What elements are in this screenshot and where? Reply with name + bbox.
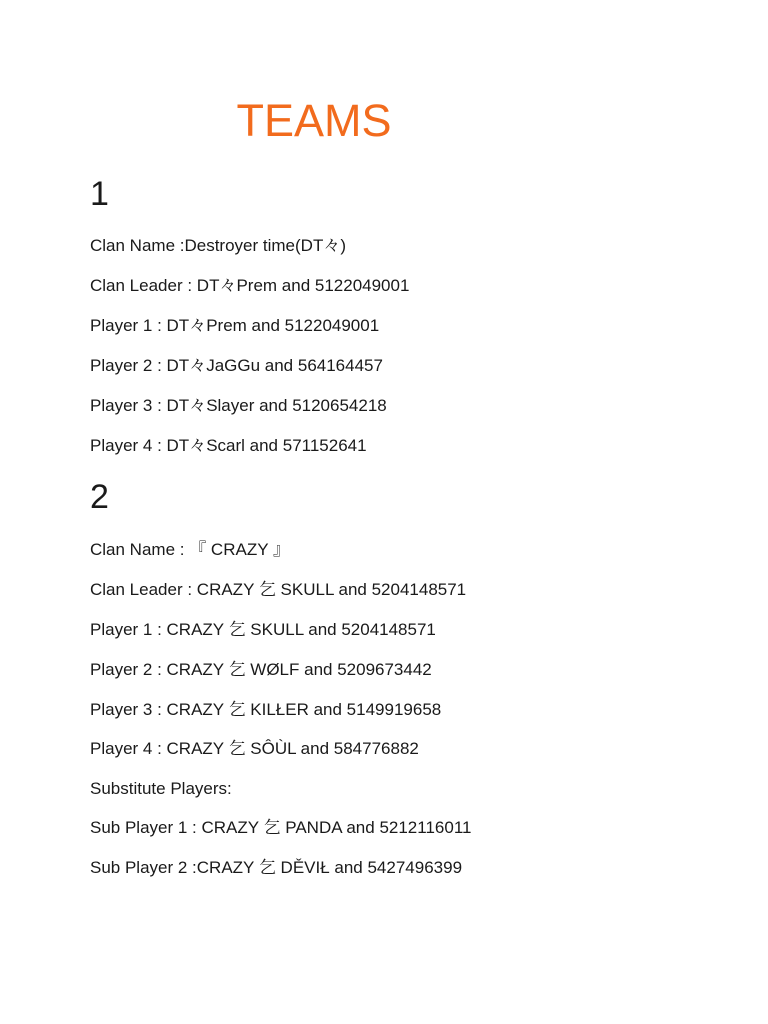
document-title: TEAMS xyxy=(236,95,392,146)
team-2-sub-player-2: Sub Player 2 :CRAZY 乞 DĚVIŁ and 5427496399 xyxy=(90,858,463,877)
team-1-number: 1 xyxy=(90,175,109,213)
team-2-player-1: Player 1 : CRAZY 乞 SKULL and 5204148571 xyxy=(90,620,436,639)
team-1-player-4: Player 4 : DT々Scarl and 571152641 xyxy=(90,436,367,455)
team-2-player-3: Player 3 : CRAZY 乞 KILŁER and 5149919658 xyxy=(90,700,442,719)
team-2-sub-player-1: Sub Player 1 : CRAZY 乞 PANDA and 5212116011 xyxy=(90,818,472,837)
team-1-player-1: Player 1 : DT々Prem and 5122049001 xyxy=(90,316,380,335)
team-2-clan-leader: Clan Leader : CRAZY 乞 SKULL and 5204148571 xyxy=(90,580,467,599)
team-1-player-3: Player 3 : DT々Slayer and 5120654218 xyxy=(90,396,387,415)
team-2-player-4: Player 4 : CRAZY 乞 SÔÙL and 584776882 xyxy=(90,739,419,758)
team-1-player-2: Player 2 : DT々JaGGu and 564164457 xyxy=(90,356,383,375)
team-1-clan-name: Clan Name :Destroyer time(DT々) xyxy=(90,236,346,255)
team-2-clan-name: Clan Name : 『 CRAZY 』 xyxy=(90,540,290,559)
substitute-players-heading: Substitute Players: xyxy=(90,779,232,798)
team-2-player-2: Player 2 : CRAZY 乞 WØLF and 5209673442 xyxy=(90,660,432,679)
team-2-number: 2 xyxy=(90,478,109,516)
team-1-clan-leader: Clan Leader : DT々Prem and 5122049001 xyxy=(90,276,410,295)
